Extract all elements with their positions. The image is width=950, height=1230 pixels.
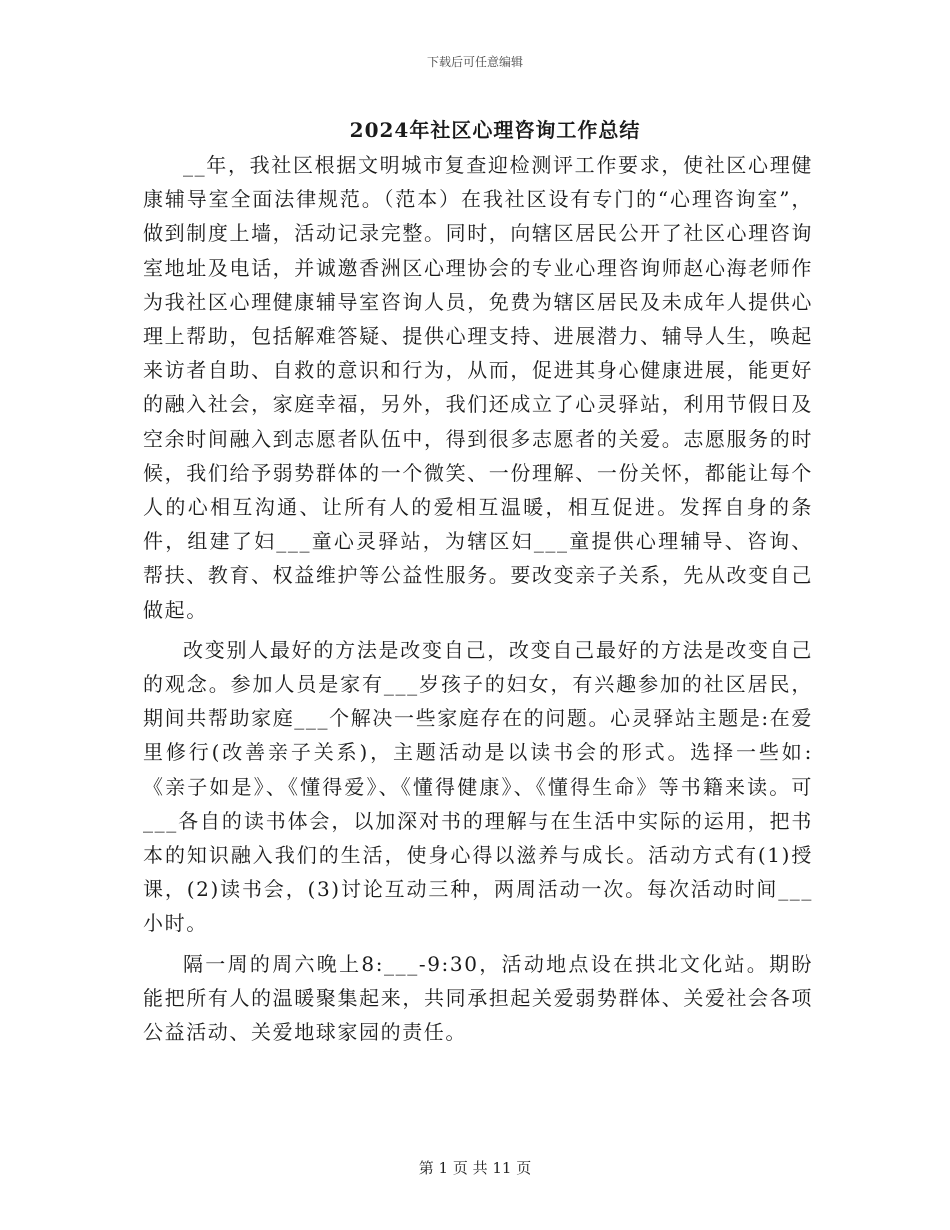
paragraph-2: 改变别人最好的方法是改变自己，改变自己最好的方法是改变自己的观念。参加人员是家有___岁孩子的妇女，有兴趣参加的社区居民，期间共帮助家庭___个解决一些家庭存在的问题。心灵驿站主题是:在爱里修行(改善亲子关系)，主题活动是以读书会的形式。选择一些如:《亲子如是》、《懂得爱》、《懂得健康》、《懂得生命》等书籍来读。可___各自的读书体会，以加深对书的理解与在生活中实际的运用，把书本的知识融入我们的生活，使身心得以滋养与成长。活动方式有(1)授课，(2)读书会，(3)讨论互动三种，两周活动一次。每次活动时间___小时。 <box>143 637 813 936</box>
document-title: 2024年社区心理咨询工作总结 <box>349 118 641 142</box>
paragraph-3: 隔一周的周六晚上8:___-9:30，活动地点设在拱北文化站。期盼能把所有人的温暖聚集起来，共同承担起关爱弱势群体、关爱社会各项公益活动、关爱地球家园的责任。 <box>143 951 813 1045</box>
paragraph-1: __年，我社区根据文明城市复查迎检测评工作要求，使社区心理健康辅导室全面法律规范。（范本）在我社区设有专门的“心理咨询室”，做到制度上墙，活动记录完整。同时，向辖区居民公开了社区心理咨询室地址及电话，并诚邀香洲区心理协会的专业心理咨询师赵心海老师作为我社区心理健康辅导室咨询人员，免费为辖区居民及未成年人提供心理上帮助，包括解难答疑、提供心理支持、进展潜力、辅导人生，唤起来访者自助、自救的意识和行为，从而，促进其身心健康进展，能更好的融入社会，家庭幸福，另外，我们还成立了心灵驿站，利用节假日及空余时间融入到志愿者队伍中，得到很多志愿者的关爱。志愿服务的时候，我们给予弱势群体的一个微笑、一份理解、一份关怀，都能让每个人的心相互沟通、让所有人的爱相互温暖，相互促进。发挥自身的条件，组建了妇___童心灵驿站，为辖区妇___童提供心理辅导、咨询、帮扶、教育、权益维护等公益性服务。要改变亲子关系，先从改变自己做起。 <box>143 153 813 622</box>
document-body <box>143 148 813 1055</box>
header-note: 下载后可任意编辑 <box>426 55 523 69</box>
page-number: 第 1 页 共 11 页 <box>418 1159 532 1177</box>
